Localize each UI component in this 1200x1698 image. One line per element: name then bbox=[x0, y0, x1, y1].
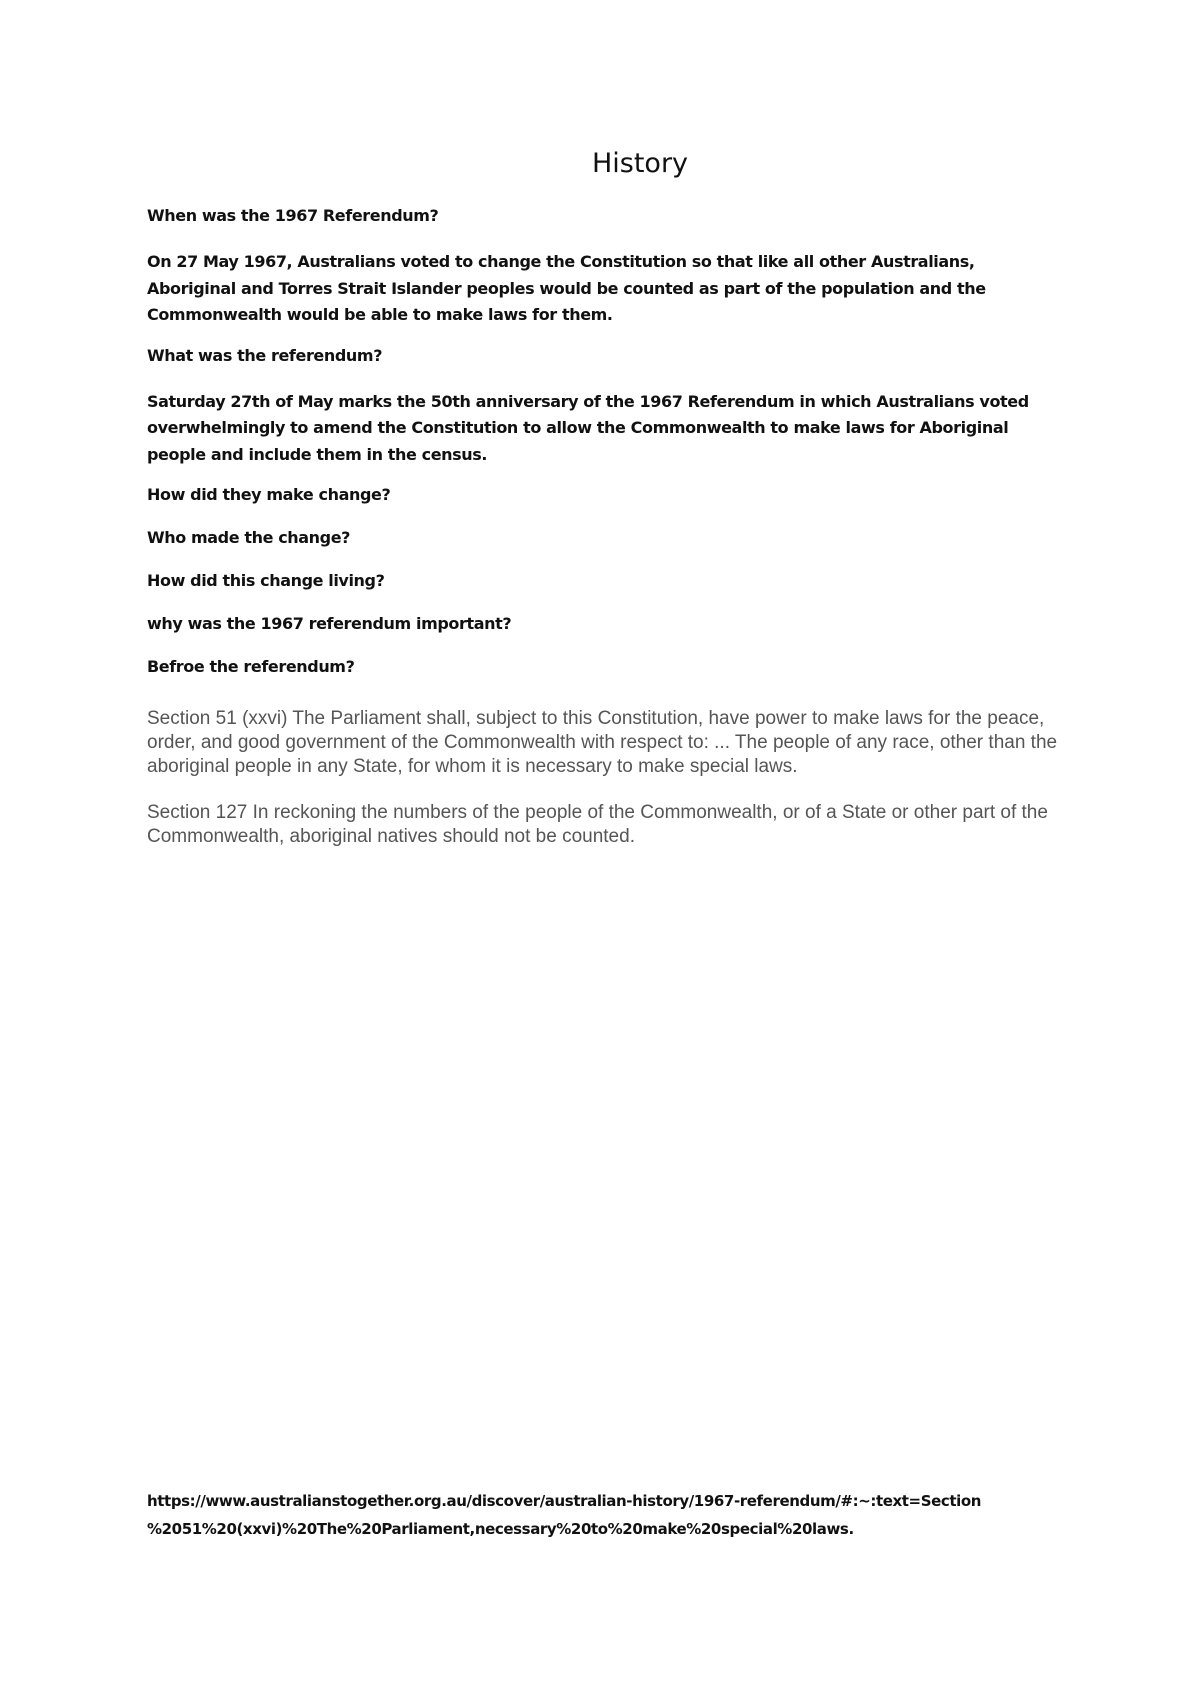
source-url-line: %2051%20(xxvi)%20The%20Parliament,necessary%20to%20make%20special%20laws. bbox=[147, 1520, 854, 1538]
constitution-quote-section-127: Section 127 In reckoning the numbers of the people of the Commonwealth, or of a State or other part of the Commonwealth, aboriginal natives should not be counted. bbox=[147, 802, 1048, 847]
source-url-line: https://www.australianstogether.org.au/discover/australian-history/1967-referendum/#:~:text=Section bbox=[147, 1492, 982, 1510]
question-heading: why was the 1967 referendum important? bbox=[147, 614, 512, 633]
question-heading: Befroe the referendum? bbox=[147, 657, 355, 676]
question-heading: How did they make change? bbox=[147, 485, 391, 504]
question-heading: How did this change living? bbox=[147, 571, 385, 590]
constitution-quote-section-51: Section 51 (xxvi) The Parliament shall, subject to this Constitution, have power to make laws for the peace, order, and good government of the Commonwealth with respect to: ... The people of any race, other than the aboriginal people in any State, for whom it is necessary to make special laws. bbox=[147, 708, 1058, 777]
document-body bbox=[147, 206, 1067, 871]
question-heading: Who made the change? bbox=[147, 528, 351, 547]
page-title: History bbox=[591, 148, 689, 179]
question-heading: What was the referendum? bbox=[147, 345, 383, 365]
answer-paragraph: Saturday 27th of May marks the 50th anniversary of the 1967 Referendum in which Australians voted overwhelmingly to amend the Constitution to allow the Commonwealth to make laws for Aboriginal people and include them in the census. bbox=[147, 391, 1029, 464]
source-url bbox=[147, 1487, 1047, 1543]
question-heading: When was the 1967 Referendum? bbox=[147, 206, 439, 225]
answer-paragraph: On 27 May 1967, Australians voted to change the Constitution so that like all other Australians, Aboriginal and Torres Strait Islander peoples would be counted as part of the population and the Commonwealth would be able to make laws for them. bbox=[147, 252, 986, 324]
